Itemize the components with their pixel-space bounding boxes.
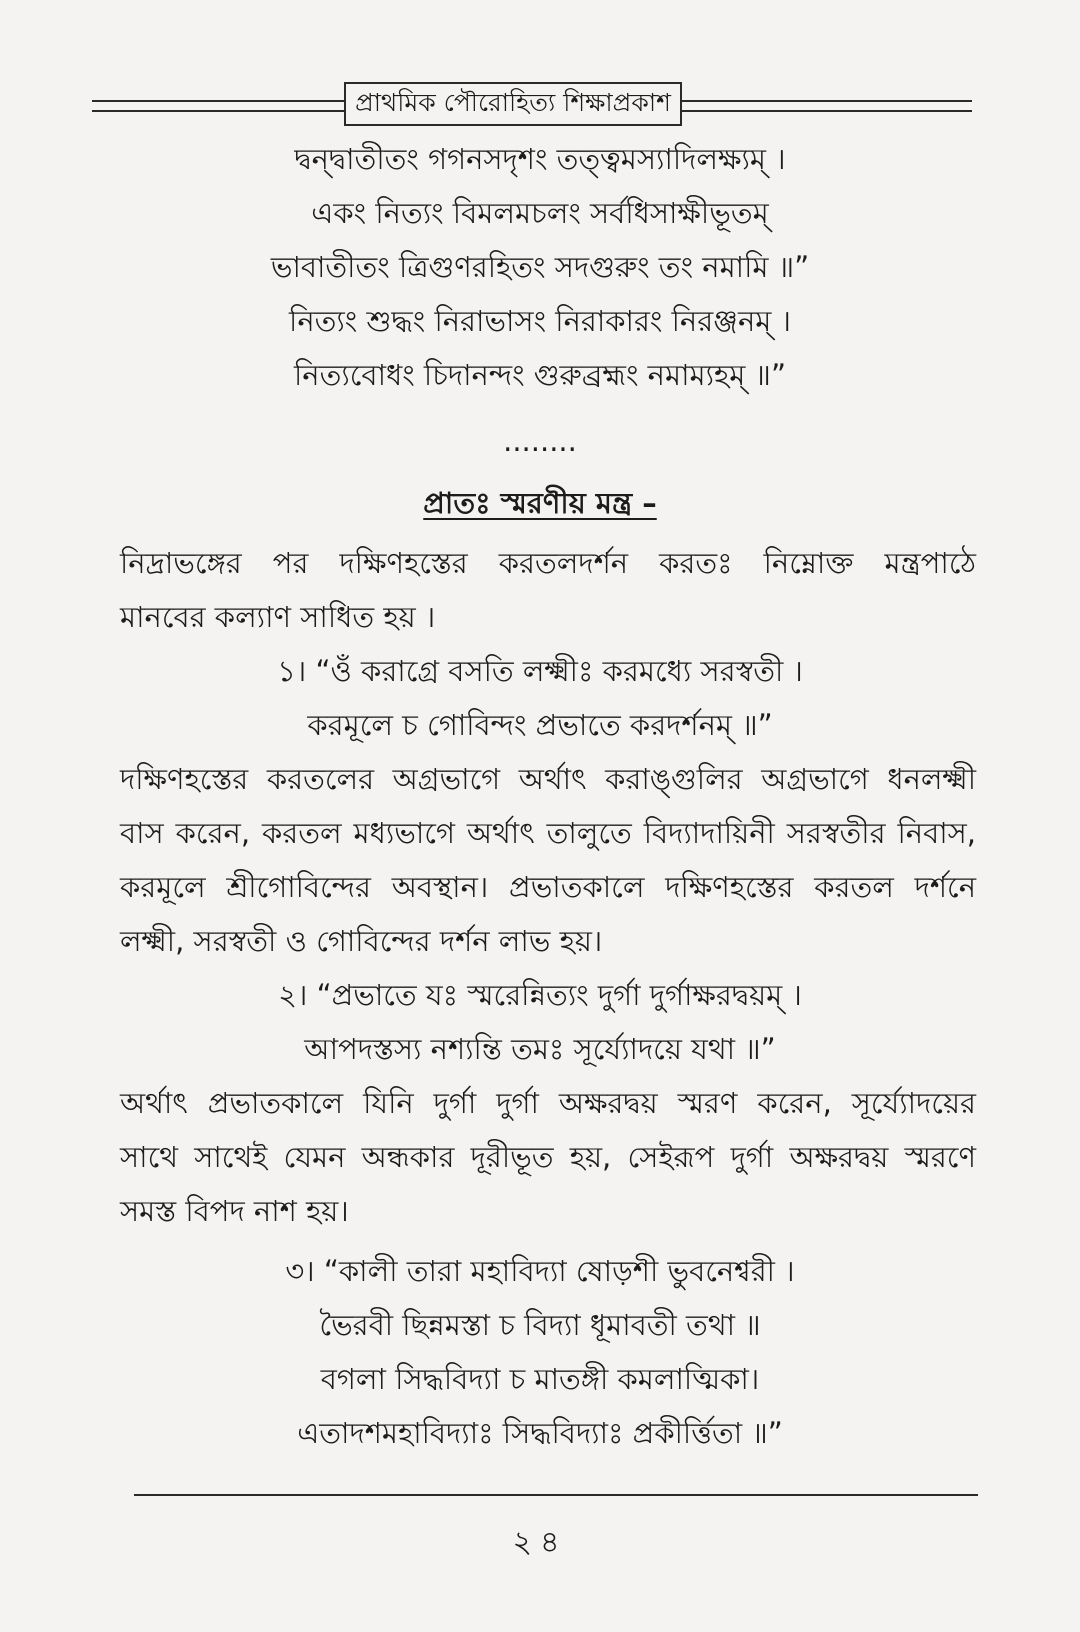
paragraph-line: অর্থাৎ প্রভাতকালে যিনি দুর্গা দুর্গা অক্ষরদ্বয় স্মরণ করেন, সূর্য্যোদয়ের [120, 1086, 976, 1120]
header-rule [92, 110, 344, 112]
verse-line: দ্বন্দ্বাতীতং গগনসদৃশং তত্ত্বমস্যাদিলক্ষ্যম্ । [294, 142, 786, 176]
mantra-line: করমূলে চ গোবিন্দং প্রভাতে করদর্শনম্ ॥” [307, 708, 773, 742]
verse-line: একং নিত্যং বিমলমচলং সর্বধিসাক্ষীভূতম্ [311, 196, 769, 230]
paragraph-line: বাস করেন, করতল মধ্যভাগে অর্থাৎ তালুতে বিদ্যাদায়িনী সরস্বতীর নিবাস, [120, 816, 976, 850]
mantra-line: ১। “ওঁ করাগ্রে বসতি লক্ষ্মীঃ করমধ্যে সরস্বতী । [277, 654, 803, 688]
paragraph-line: মানবের কল্যাণ সাধিত হয় । [120, 600, 436, 634]
page-number: ২৪ [512, 1525, 568, 1560]
paragraph-line: সাথে সাথেই যেমন অন্ধকার দূরীভূত হয়, সেইরূপ দুর্গা অক্ষরদ্বয় স্মরণে [120, 1140, 976, 1174]
verse-line: নিত্যবোধং চিদানন্দং গুরুব্রহ্মং নমাম্যহম্ ॥” [294, 358, 786, 392]
verse-line: ভাবাতীতং ত্রিগুণরহিতং সদগুরুং তং নমামি ॥” [270, 250, 810, 284]
paragraph-line: সমস্ত বিপদ নাশ হয়। [120, 1194, 349, 1228]
header-title: প্রাথমিক পৌরোহিত্য শিক্ষাপ্রকাশ [344, 82, 682, 126]
paragraph-line: নিদ্রাভঙ্গের পর দক্ষিণহস্তের করতলদর্শন করতঃ নিম্নোক্ত মন্ত্রপাঠে [120, 546, 976, 580]
header-rule [92, 100, 344, 102]
section-heading [0, 484, 1080, 522]
footer-rule [134, 1494, 978, 1496]
paragraph-line: দক্ষিণহস্তের করতলের অগ্রভাগে অর্থাৎ করাঙ্গুলির অগ্রভাগে ধনলক্ষ্মী [120, 762, 976, 796]
paragraph-line: লক্ষ্মী, সরস্বতী ও গোবিন্দের দর্শন লাভ হয়। [120, 924, 603, 958]
paragraph-line: করমূলে শ্রীগোবিন্দের অবস্থান। প্রভাতকালে দক্ষিণহস্তের করতল দর্শনে [120, 870, 976, 904]
mantra-line: বগলা সিদ্ধবিদ্যা চ মাতঙ্গী কমলাত্মিকা। [320, 1362, 760, 1396]
mantra-line: ভৈরবী ছিন্নমস্তা চ বিদ্যা ধূমাবতী তথা ॥ [319, 1308, 761, 1342]
header-rule [682, 110, 972, 112]
mantra-line: ২। “প্রভাতে যঃ স্মরেন্নিত্যং দুর্গা দুর্গাক্ষরদ্বয়ম্ । [278, 978, 802, 1012]
mantra-line: এতাদশমহাবিদ্যাঃ সিদ্ধবিদ্যাঃ প্রকীর্ত্তিতা ॥” [297, 1416, 783, 1450]
ellipsis: ........ [503, 424, 577, 458]
mantra-line: আপদস্তস্য নশ্যন্তি তমঃ সূর্য্যোদয়ে যথা ॥” [304, 1032, 776, 1066]
mantra-line: ৩। “কালী তারা মহাবিদ্যা ষোড়শী ভুবনেশ্বরী । [285, 1254, 795, 1288]
verse-line: নিত্যং শুদ্ধং নিরাভাসং নিরাকারং নিরঞ্জনম্ । [289, 304, 791, 338]
header-rule [682, 100, 972, 102]
section-heading-text: প্রাতঃ স্মরণীয় মন্ত্র – [423, 486, 657, 520]
running-header [92, 80, 972, 130]
